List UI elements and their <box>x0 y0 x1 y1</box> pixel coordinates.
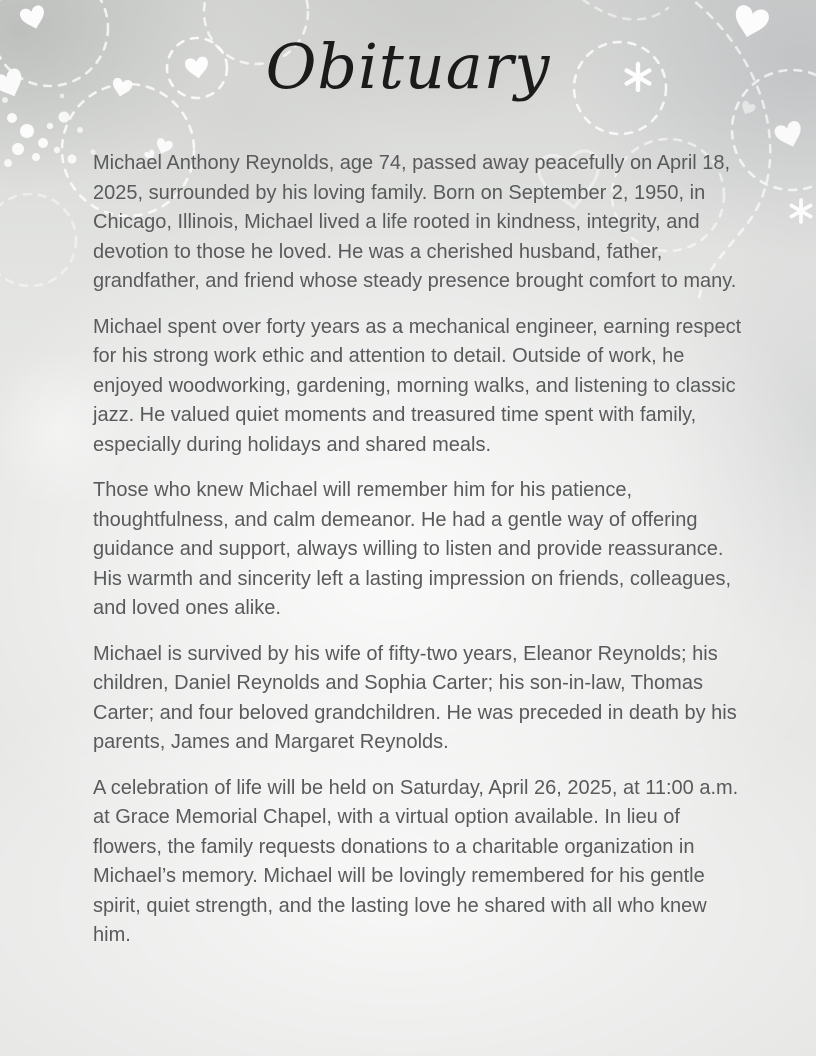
obituary-paragraph-1: Michael Anthony Reynolds, age 74, passed away peacefully on April 18, 2025, surrounded by his loving family. Born on September 2, 1950, in Chicago, Illinois, Michael lived a life rooted in kindness, integrity, and devotion to those he loved. He was a cherished husband, father, grandfather, and friend whose steady presence brought comfort to many. <box>93 152 737 292</box>
page-title: Obituary <box>265 30 551 103</box>
obituary-paragraph-2: Michael spent over forty years as a mechanical engineer, earning respect for his strong work ethic and attention to detail. Outside of work, he enjoyed woodworking, gardening, morning walks, and listening to classic jazz. He valued quiet moments and treasured time spent with family, especially during holidays and shared meals. <box>93 315 742 456</box>
obituary-paragraph-5: A celebration of life will be held on Saturday, April 26, 2025, at 11:00 a.m. at Grace Memorial Chapel, with a virtual option available. In lieu of flowers, the family requests donations to a charitable organization in Michael’s memory. Michael will be lovingly remembered for his gentle spirit, quiet strength, and the lasting love he shared with all who knew him. <box>93 776 739 946</box>
obituary-paragraph-4: Michael is survived by his wife of fifty-two years, Eleanor Reynolds; his children, Daniel Reynolds and Sophia Carter; his son-in-law, Thomas Carter; and four beloved grandchildren. He was preceded in death by his parents, James and Margaret Reynolds. <box>93 642 737 753</box>
obituary-paragraph-3: Those who knew Michael will remember him for his patience, thoughtfulness, and calm demeanor. He had a gentle way of offering guidance and support, always willing to listen and provide reassurance. His warmth and sincerity left a lasting impression on friends, colleagues, and loved ones alike. <box>93 479 732 619</box>
obituary-text <box>93 149 749 967</box>
